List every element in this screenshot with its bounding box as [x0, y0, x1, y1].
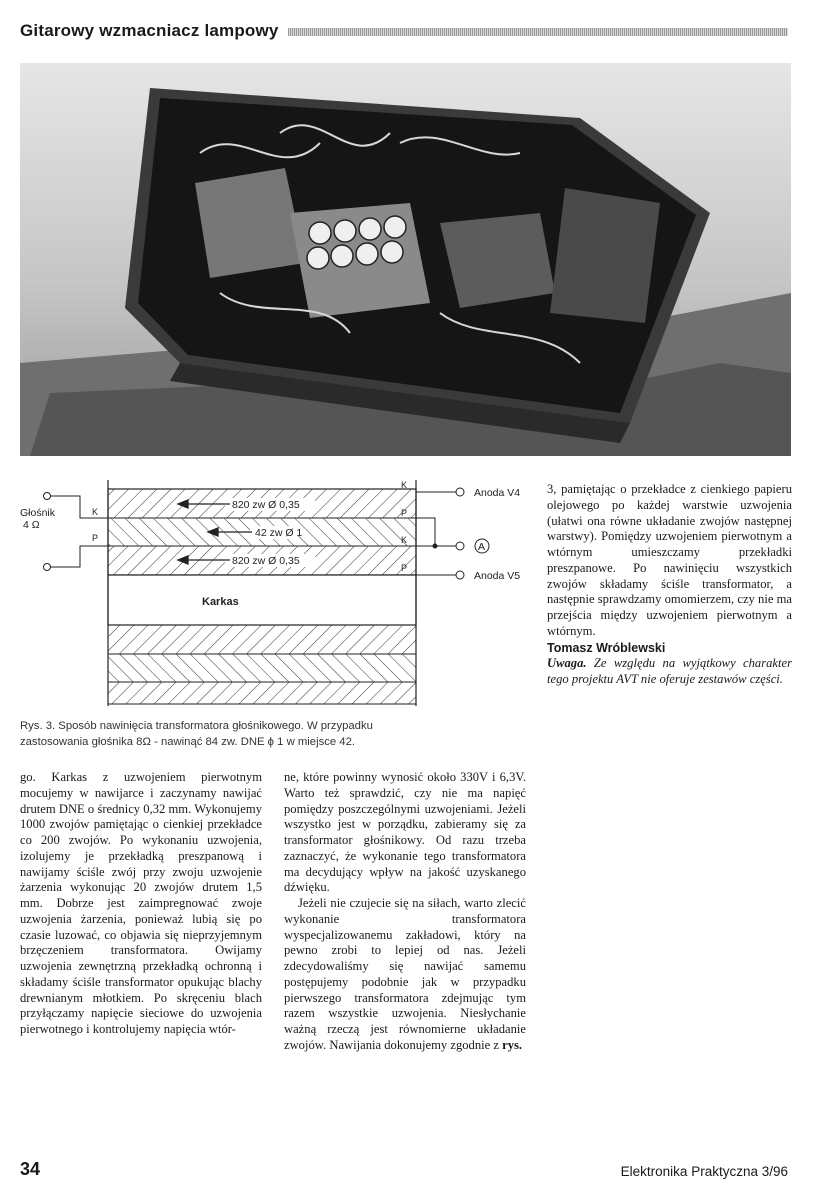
body-paragraph: ne, które powinny wynosić około 330V i 6,3V. Warto też sprawdzić, czy nie ma napięć pomiędzy poszczególnymi uzwojeniami. Jeżeli wszystko jest w porządku, zabieramy się za transformator głośnikowy. Od razu trzeba zaznaczyć, że wykonanie tego transformatora ma decydujący wpływ na jakość uzyskanego dźwięku. [284, 770, 526, 895]
anode-v4-label: Anoda V4 [474, 487, 521, 499]
paragraph-text: Jeżeli nie czujecie się na siłach, warto zlecić wykonanie transformatora wyspecjalizowanemu zakładowi, który na pewno zrobi to lepiej od nas. Jeżeli zdecydowaliśmy się nawijać samemu postępujemy podobnie jak w przypadku pierwszego transformatora zdejmując tym razem wszystkie uzwojenia. Niesłychanie ważną rzeczą jest równomierne układanie zwojów. Nawijania dokonujemy zgodnie z [284, 896, 526, 1052]
body-paragraph [284, 896, 526, 1054]
running-header-title: Gitarowy wzmacniacz lampowy [20, 21, 279, 40]
body-paragraph: go. Karkas z uzwojeniem pierwotnym mocujemy w nawijarce i zaczynamy nawijać drutem DNE o średnicy 0,32 mm. Wykonujemy 1000 zwojów pamiętając o cienkiej przekładce co 200 zwojów. Po wykonaniu uzwojenia, izolujemy je przekładką preszpanową i nawijamy ściśle zwój przy zwoju uzwojenie żarzenia wykonując 20 zwojów drutem 1,5 mm. Dobrze jest zaimpregnować zwoje uzwojenia żarzenia, ponieważ lubią się po czasie luzować, co objawia się nieprzyjemnym brzęczeniem transformatora. Owijamy uzwojenia zewnętrzną przekładką ochronną i składamy ściśle transformator opukując blachy drewnianym młotkiem. Po skręceniu blach przyłączamy napięcie sieciowe do uzwojenia pierwotnego i kontrolujemy napięcia wtór- [20, 770, 262, 1036]
caption-line-2: zastosowania głośnika 8Ω - nawinąć 84 zw. DNE ϕ 1 w miejsce 42. [20, 736, 356, 748]
note-text: Ze względu na wyjątkowy charakter tego projektu AVT nie oferuje zestawów części. [547, 656, 792, 686]
amplifier-chassis-photo [20, 63, 791, 456]
anode-v5-label: Anoda V5 [474, 570, 521, 582]
transformer-winding-diagram [20, 470, 532, 715]
caption-line-1: Rys. 3. Sposób nawinięcia transformatora głośnikowego. W przypadku [20, 720, 373, 732]
winding-middle-label: 42 zw Ø 1 [255, 527, 303, 539]
header-hatched-rule [288, 28, 788, 36]
page-number: 34 [20, 1159, 41, 1179]
terminal-k-top: K [401, 480, 408, 490]
article-column-left [20, 770, 262, 1038]
terminal-p-left: P [92, 533, 99, 543]
terminal-p-bottom: P [401, 563, 408, 573]
body-paragraph: 3, pamiętając o przekładce z cienkiego papieru olejowego po każdej warstwie uzwojenia (ułatwi ona równe układanie zwojów następnej warstwy). Pomiędzy uzwojeniem pierwotnym a wtórnym umieszczamy przekładki preszpanowe. Po nawinięciu wszystkich zwojów składamy ściśle transformator, a następnie sprawdzamy omomierzem, czy nie ma przejścia między uzwojeniem pierwotnym a wtórnym. [547, 482, 792, 638]
winding-top-label: 820 zw Ø 0,35 [232, 499, 300, 511]
article-column-middle [284, 770, 526, 1054]
note-label: Uwaga. [547, 656, 587, 671]
speaker-label: Głośnik [20, 507, 56, 519]
terminal-k-mid: K [401, 535, 408, 545]
speaker-impedance-label: 4 Ω [23, 519, 40, 531]
editor-note [547, 656, 792, 688]
winding-bottom-label: 820 zw Ø 0,35 [232, 555, 300, 567]
article-column-right [547, 482, 792, 688]
figure-reference: rys. [502, 1037, 523, 1052]
journal-issue: Elektronika Praktyczna 3/96 [620, 1164, 788, 1179]
terminal-p-mid: P [401, 508, 408, 518]
terminal-k-left: K [92, 507, 99, 517]
point-a-label: A [478, 541, 486, 553]
author-name: Tomasz Wróblewski [547, 640, 666, 655]
figure-caption [20, 718, 530, 750]
former-label: Karkas [202, 596, 239, 608]
